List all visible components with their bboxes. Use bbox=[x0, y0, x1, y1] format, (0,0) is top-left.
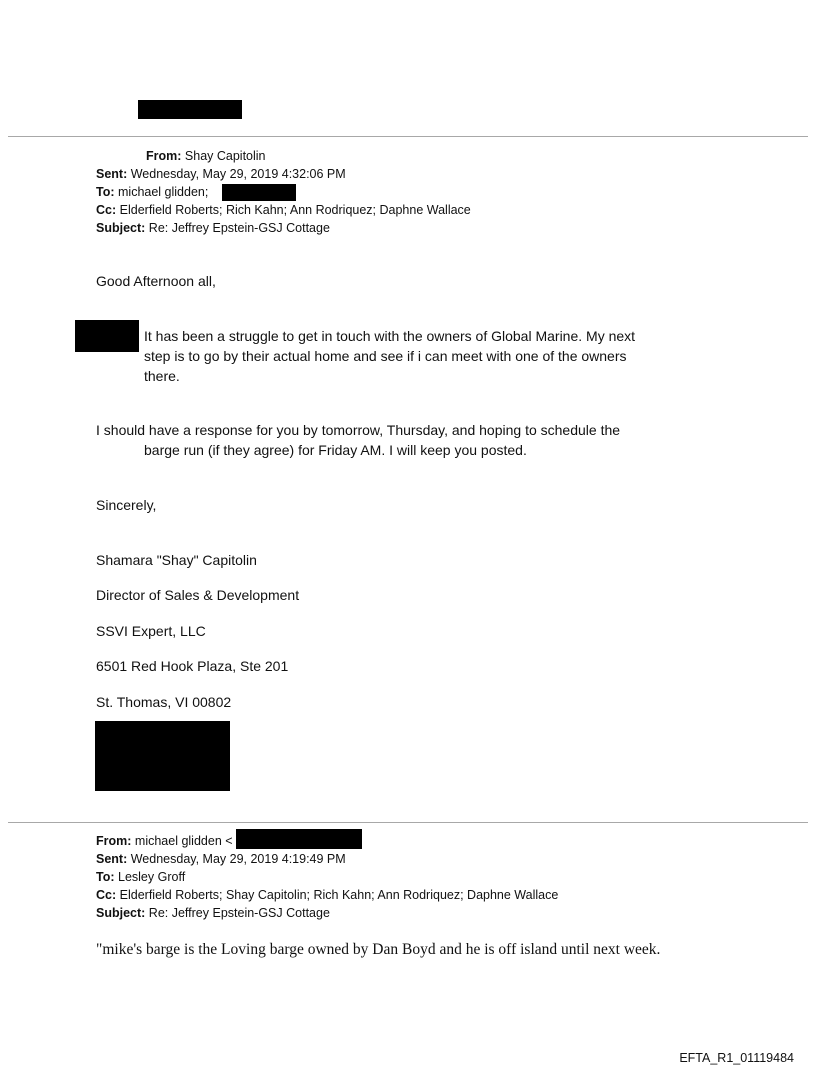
email-body: "mike's barge is the Loving barge owned by Dan Boyd and he is off island until next week. bbox=[96, 941, 661, 958]
paragraph-line: step is to go by their actual home and see if i can meet with one of the owners bbox=[144, 348, 627, 364]
signature-company: SSVI Expert, LLC bbox=[96, 623, 206, 639]
cc-value: Elderfield Roberts; Rich Kahn; Ann Rodriquez; Daphne Wallace bbox=[119, 203, 471, 217]
signature-title: Director of Sales & Development bbox=[96, 587, 300, 603]
subject-value: Re: Jeffrey Epstein-GSJ Cottage bbox=[148, 906, 330, 920]
subject-label: Subject: bbox=[96, 906, 146, 920]
sent-label: Sent: bbox=[96, 167, 128, 181]
email-sent bbox=[96, 165, 346, 183]
to-label: To: bbox=[96, 185, 115, 199]
paragraph-line: barge run (if they agree) for Friday AM. I will keep you posted. bbox=[144, 442, 527, 458]
email-to bbox=[96, 183, 208, 201]
email-sent bbox=[96, 850, 346, 868]
to-label: To: bbox=[96, 870, 115, 884]
redaction-block bbox=[236, 829, 362, 849]
paragraph-line: I should have a response for you by tomorrow, Thursday, and hoping to schedule the bbox=[96, 422, 621, 438]
redaction-block bbox=[95, 721, 230, 791]
signature-name: Shamara "Shay" Capitolin bbox=[96, 552, 257, 568]
subject-value: Re: Jeffrey Epstein-GSJ Cottage bbox=[148, 221, 330, 235]
cc-value: Elderfield Roberts; Shay Capitolin; Rich Kahn; Ann Rodriquez; Daphne Wallace bbox=[119, 888, 559, 902]
signature-address: 6501 Red Hook Plaza, Ste 201 bbox=[96, 658, 289, 674]
email-cc bbox=[96, 886, 558, 904]
sent-value: Wednesday, May 29, 2019 4:32:06 PM bbox=[130, 167, 346, 181]
divider bbox=[8, 136, 808, 137]
sent-label: Sent: bbox=[96, 852, 128, 866]
closing: Sincerely, bbox=[96, 497, 157, 513]
divider bbox=[8, 822, 808, 823]
cc-label: Cc: bbox=[96, 888, 117, 902]
sent-value: Wednesday, May 29, 2019 4:19:49 PM bbox=[130, 852, 346, 866]
email-cc bbox=[96, 201, 471, 219]
cc-label: Cc: bbox=[96, 203, 117, 217]
from-label: From: bbox=[96, 834, 132, 848]
email-from bbox=[96, 832, 233, 850]
from-value: michael glidden < bbox=[134, 834, 233, 848]
document-id: EFTA_R1_01119484 bbox=[679, 1051, 794, 1065]
to-value: Lesley Groff bbox=[118, 870, 186, 884]
redaction-block bbox=[75, 320, 139, 352]
email-subject bbox=[96, 219, 330, 237]
to-value: michael glidden; bbox=[118, 185, 209, 199]
redaction-block bbox=[222, 184, 296, 201]
email-from bbox=[146, 147, 266, 165]
redaction-block bbox=[138, 100, 242, 119]
email-to bbox=[96, 868, 185, 886]
paragraph-line: It has been a struggle to get in touch with the owners of Global Marine. My next bbox=[144, 328, 636, 344]
from-label: From: bbox=[146, 149, 182, 163]
signature-address: St. Thomas, VI 00802 bbox=[96, 694, 232, 710]
paragraph-line: there. bbox=[144, 368, 180, 384]
subject-label: Subject: bbox=[96, 221, 146, 235]
email-subject bbox=[96, 904, 330, 922]
greeting: Good Afternoon all, bbox=[96, 273, 216, 289]
from-value: Shay Capitolin bbox=[184, 149, 266, 163]
